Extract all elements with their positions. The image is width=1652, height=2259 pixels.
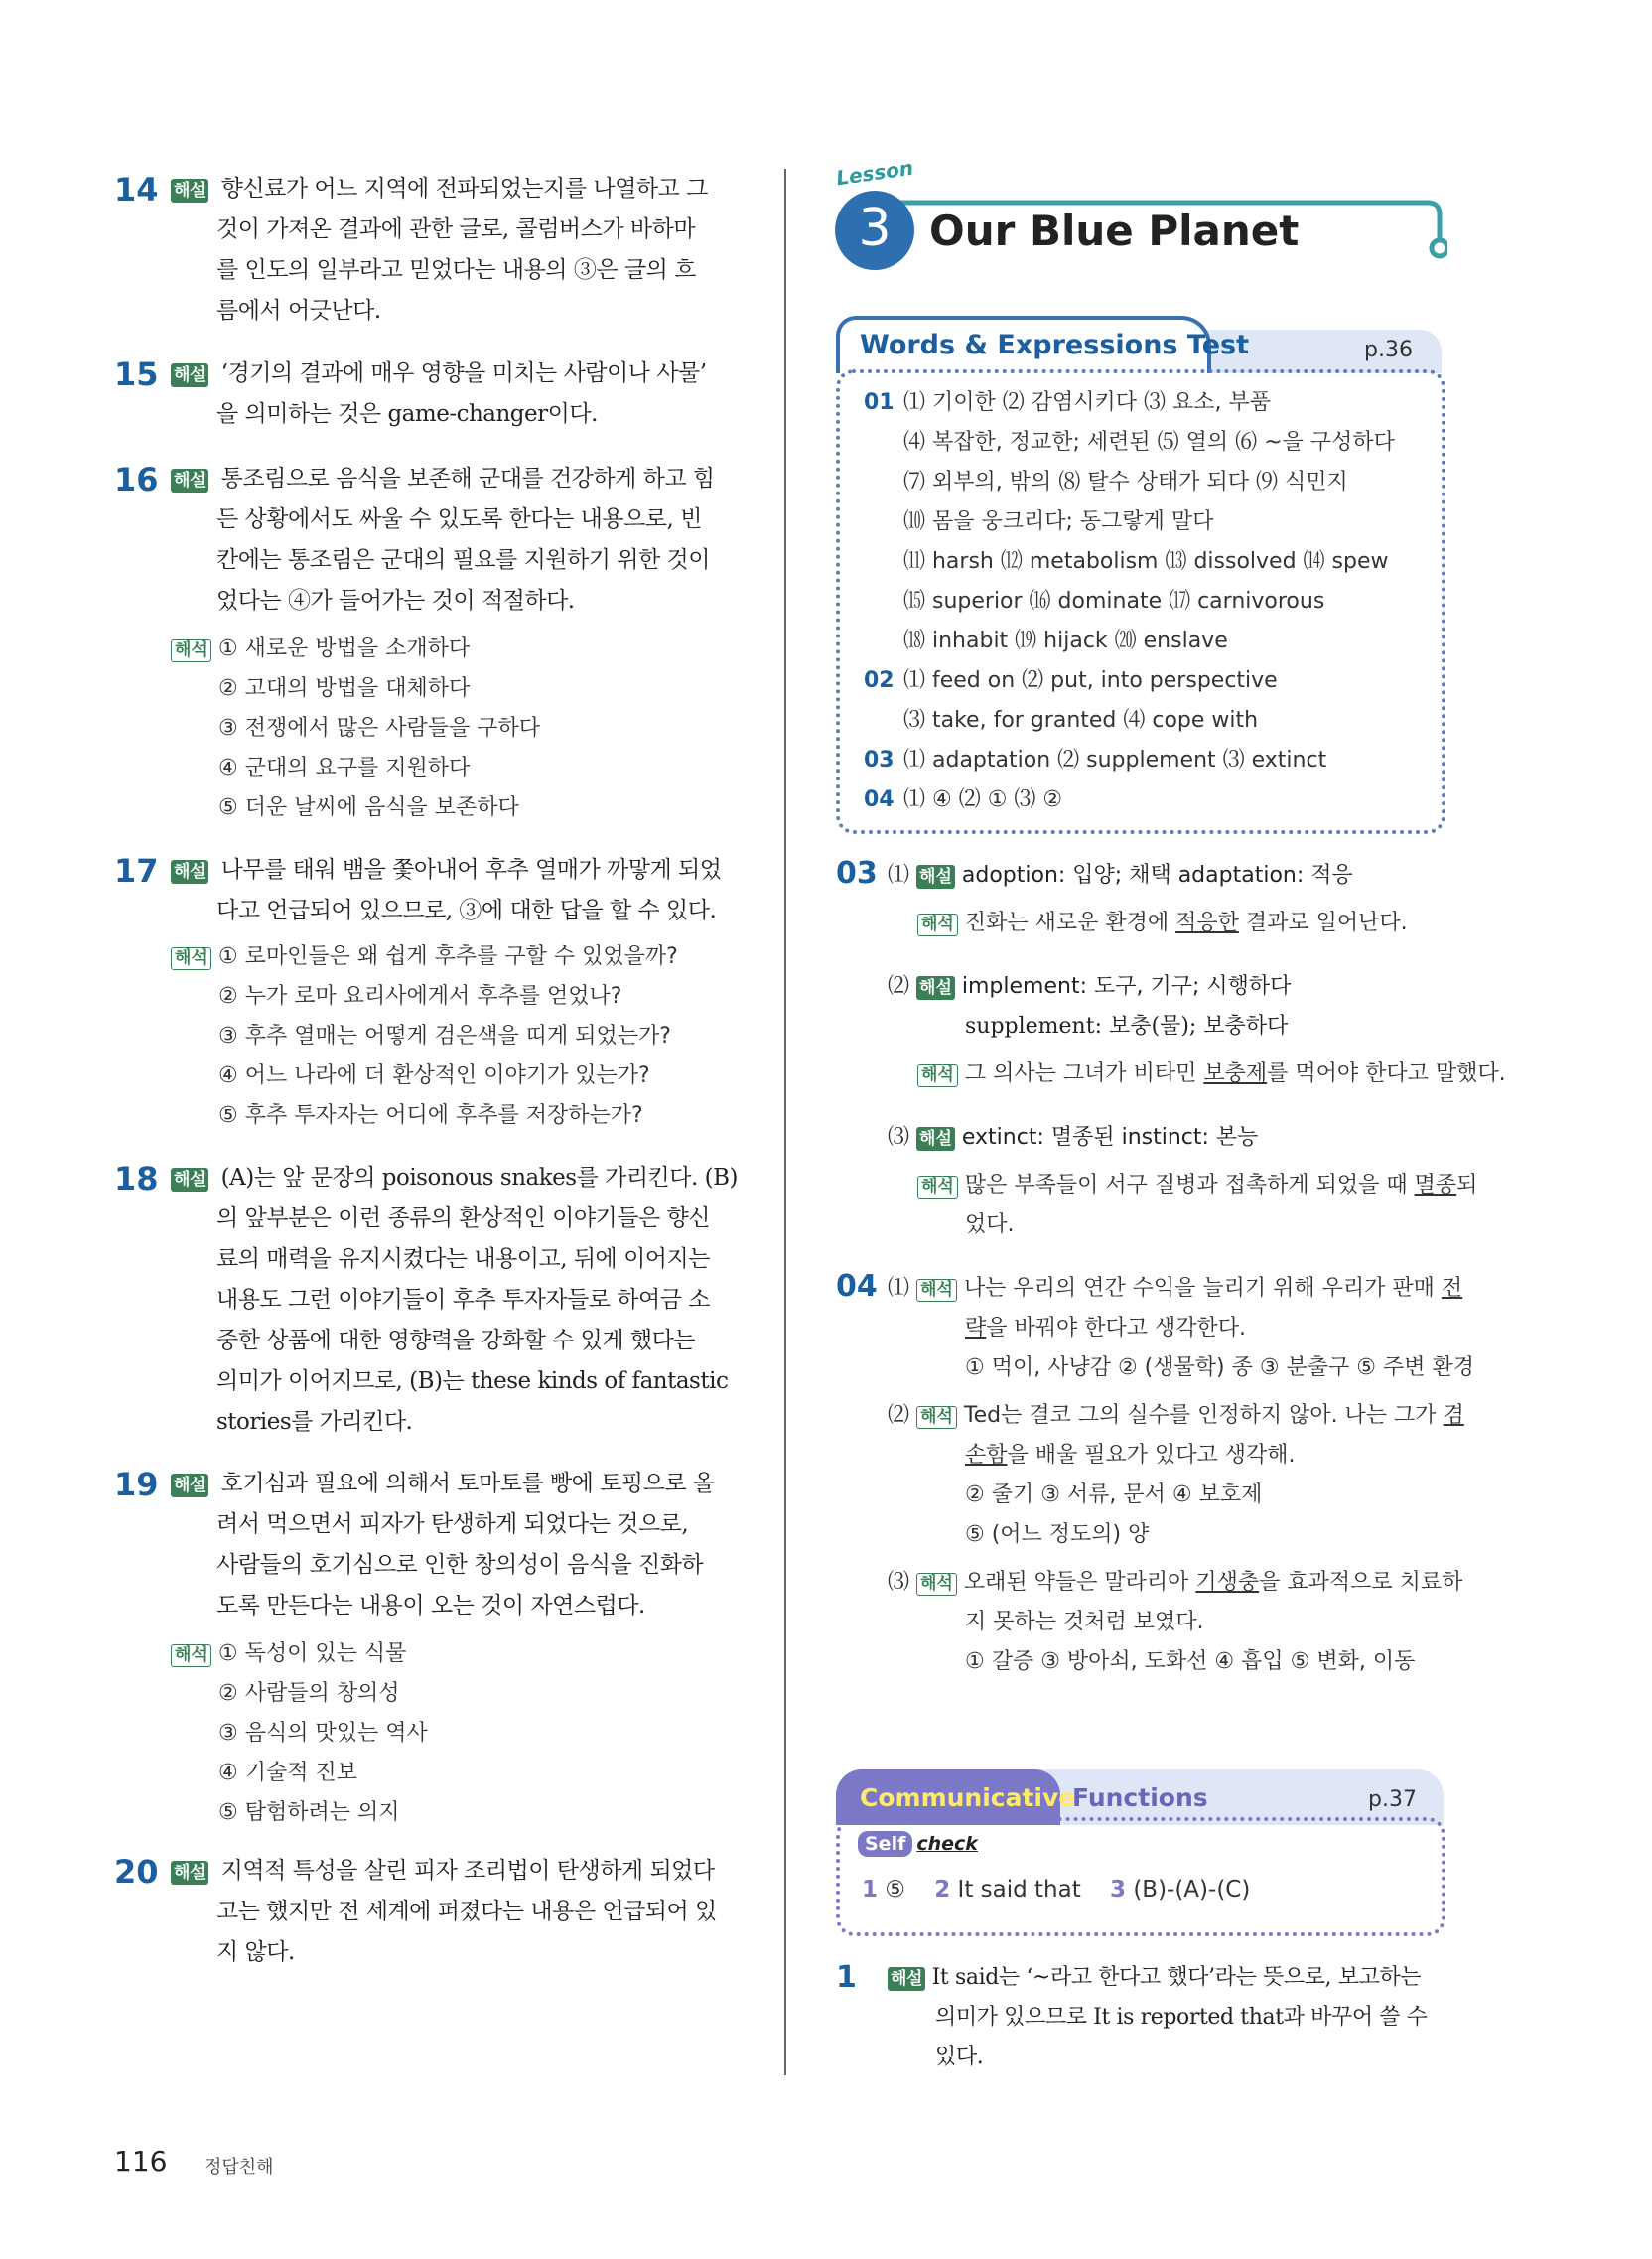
- answer-row: ⑺ 외부의, 밖의 ⑻ 탈수 상태가 되다 ⑼ 식민지: [903, 470, 1348, 494]
- option: ② 고대의 방법을 대체하다: [218, 676, 471, 701]
- translation-tag: 해석: [916, 1406, 957, 1429]
- translation-tag: 해석: [917, 1176, 958, 1199]
- question-number: 17: [114, 852, 159, 890]
- option: ④ 군대의 요구를 지원하다: [218, 756, 471, 780]
- option: ③ 전쟁에서 많은 사람들을 구하다: [218, 716, 540, 741]
- option: ② 누가 로마 요리사에게서 후추를 얻었나?: [218, 984, 622, 1009]
- question-number: 20: [114, 1853, 159, 1891]
- text-line: 향신료가 어느 지역에 전파되었는지를 나열하고 그: [220, 176, 708, 202]
- explanation: [171, 353, 780, 435]
- option: ⑤ 후추 투자자는 어디에 후추를 저장하는가?: [218, 1103, 643, 1128]
- page-ref: p.37: [1368, 1787, 1417, 1812]
- text-line: 의미가 이어지므로, (B)는 these kinds of fantastic: [216, 1368, 729, 1394]
- translation: 해석 그 의사는 그녀가 비타민 보충제를 먹어야 한다고 말했다.: [917, 1055, 1506, 1094]
- translation-tag: 해석: [171, 947, 211, 970]
- text-line: 도록 만든다는 내용이 오는 것이 자연스럽다.: [216, 1593, 645, 1619]
- explanation-tag: 해설: [171, 363, 208, 387]
- page-ref: p.36: [1364, 338, 1413, 362]
- text-line: 것이 가져온 결과에 관한 글로, 콜럼버스가 바하마: [216, 216, 696, 242]
- translation-line: 었다.: [965, 1212, 1015, 1237]
- text-line: (A)는 앞 문장의 poisonous snakes를 가리킨다. (B): [220, 1165, 738, 1191]
- check-label: check: [916, 1833, 978, 1855]
- explanation: [171, 850, 780, 931]
- options-line: ① 먹이, 사냥감 ② (생물학) 종 ③ 분출구 ⑤ 주변 환경: [965, 1355, 1475, 1380]
- explanation-tag: 해설: [171, 179, 208, 203]
- options-line: ① 갈증 ③ 방아쇠, 도화선 ④ 흡입 ⑤ 변화, 이동: [965, 1649, 1416, 1674]
- translation: 해석 많은 부족들이 서구 질병과 접촉하게 되었을 때 멸종되: [917, 1166, 1477, 1205]
- lesson-title: Our Blue Planet: [929, 207, 1300, 255]
- option: ③ 후추 열매는 어떻게 검은색을 띠게 되었는가?: [218, 1024, 671, 1049]
- text-line: 사람들의 호기심으로 인한 창의성이 음식을 진화하: [216, 1552, 704, 1578]
- text-line: 었다는 ④가 들어가는 것이 적절하다.: [216, 588, 575, 614]
- self-check-answers: 1 ⑤ 2 It said that 3 (B)-(A)-(C): [862, 1877, 1251, 1903]
- option: ① 로마인들은 왜 쉽게 후추를 구할 수 있었을까?: [217, 944, 678, 969]
- words-test-title: Words & Expressions Test: [860, 330, 1250, 360]
- explanation: [171, 459, 780, 622]
- comm-title-b: Functions: [1072, 1783, 1208, 1812]
- footer-label: 정답친해: [205, 2157, 274, 2178]
- text-line: 을 의미하는 것은 game-changer이다.: [216, 401, 598, 427]
- option: ④ 기술적 진보: [218, 1761, 357, 1785]
- translation-line: 략을 바꿔야 한다고 생각한다.: [965, 1316, 1247, 1341]
- question-number: 16: [114, 461, 159, 498]
- option: ④ 어느 나라에 더 환상적인 이야기가 있는가?: [218, 1063, 650, 1088]
- self-check-label: [858, 1833, 978, 1855]
- translation-tag: 해석: [916, 1573, 957, 1596]
- option: ① 독성이 있는 식물: [217, 1641, 407, 1666]
- translation: ⑴ 해석 나는 우리의 연간 수익을 늘리기 위해 우리가 판매 전: [888, 1276, 1463, 1301]
- option: ① 새로운 방법을 소개하다: [217, 636, 471, 661]
- question-number: 18: [114, 1160, 159, 1198]
- text-line: 다고 언급되어 있으므로, ③에 대한 답을 할 수 있다.: [216, 898, 717, 923]
- lesson-header: [832, 155, 1447, 272]
- words-test-header: [836, 316, 1446, 373]
- column-divider: [784, 169, 786, 2075]
- text-line: 나무를 태워 뱀을 쫓아내어 후추 열매가 까맣게 되었: [220, 857, 722, 883]
- translation-line: 손함을 배울 필요가 있다고 생각해.: [965, 1443, 1296, 1468]
- translation-options: [171, 937, 678, 1136]
- explanation: [171, 1158, 780, 1443]
- translation-line: 지 못하는 것처럼 보였다.: [965, 1610, 1204, 1634]
- translation-options: [171, 1634, 428, 1833]
- lesson-label: Lesson: [834, 155, 915, 191]
- text-line: 호기심과 필요에 의해서 토마토를 빵에 토핑으로 올: [220, 1471, 715, 1496]
- text-line: 중한 상품에 대한 영향력을 강화할 수 있게 했다는: [216, 1328, 696, 1353]
- translation-tag: 해석: [916, 1279, 957, 1302]
- explanation-tag: 해설: [171, 1861, 208, 1885]
- translation-tag: 해석: [917, 914, 958, 936]
- text-line: 려서 먹으면서 피자가 탄생하게 되었다는 것으로,: [216, 1511, 689, 1537]
- translation: ⑶ 해석 오래된 약들은 말라리아 기생충을 효과적으로 치료하: [888, 1570, 1463, 1595]
- explanation-tag: 해설: [916, 865, 955, 889]
- answer-row: ⒅ inhabit ⒆ hijack ⒇ enslave: [903, 629, 1228, 653]
- answer-row: 01 ⑴ 기이한 ⑵ 감염시키다 ⑶ 요소, 부품: [864, 390, 1271, 415]
- answer-part: ⑶ 해설 extinct: 멸종된 instinct: 본능: [888, 1125, 1259, 1150]
- explanation-tag: 해설: [171, 1474, 208, 1497]
- answer-row: ⑽ 몸을 웅크리다; 동그랗게 말다: [903, 509, 1214, 534]
- translation-tag: 해석: [171, 639, 211, 662]
- answer-part: ⑵ 해설 implement: 도구, 기구; 시행하다: [888, 974, 1292, 999]
- answer-row: ⒂ superior ⒃ dominate ⒄ carnivorous: [903, 589, 1325, 614]
- answer-number: 1: [836, 1960, 857, 1995]
- answer-row: ⑶ take, for granted ⑷ cope with: [903, 708, 1259, 733]
- self-label: Self: [858, 1831, 912, 1857]
- translation-tag: 해석: [917, 1064, 958, 1087]
- text-line: 든 상황에서도 싸울 수 있도록 한다는 내용으로, 빈: [216, 506, 702, 532]
- explanation-tag: 해설: [171, 1168, 208, 1192]
- options-line: ② 줄기 ③ 서류, 문서 ④ 보호제: [965, 1482, 1263, 1507]
- option: ③ 음식의 맛있는 역사: [218, 1721, 428, 1746]
- text-line: 고는 했지만 전 세계에 퍼졌다는 내용은 언급되어 있: [216, 1899, 717, 1924]
- text-line: 료의 매력을 유지시켰다는 내용이고, 뒤에 이어지는: [216, 1246, 710, 1272]
- text-line: 지 않다.: [216, 1939, 295, 1965]
- option: ⑤ 더운 날씨에 음식을 보존하다: [218, 795, 519, 820]
- options-line: ⑤ (어느 정도의) 양: [965, 1522, 1150, 1547]
- answer-part: ⑴ 해설 adoption: 입양; 채택 adaptation: 적응: [888, 863, 1353, 888]
- answer-row: ⑷ 복잡한, 정교한; 세련된 ⑸ 열의 ⑹ ~을 구성하다: [903, 430, 1395, 455]
- text-line: ‘경기의 결과에 매우 영향을 미치는 사람이나 사물’: [220, 360, 707, 386]
- answer-text: supplement: 보충(물); 보충하다: [965, 1014, 1289, 1039]
- comm-title-a: Communicative: [860, 1783, 1076, 1812]
- text-line: 를 인도의 일부라고 믿었다는 내용의 ③은 글의 흐: [216, 257, 696, 283]
- question-number: 19: [114, 1466, 159, 1503]
- explanation: [171, 1464, 780, 1626]
- answer-row: 02 ⑴ feed on ⑵ put, into perspective: [864, 668, 1278, 693]
- explanation: [171, 1851, 780, 1973]
- text-line: 칸에는 통조림은 군대의 필요를 지원하기 위한 것이: [216, 547, 710, 573]
- answer-number: 04: [836, 1269, 878, 1304]
- explanation-tag: 해설: [916, 1127, 955, 1151]
- option: ⑤ 탐험하려는 의지: [218, 1800, 400, 1825]
- text-line: 의 앞부분은 이런 종류의 환상적인 이야기들은 향신: [216, 1205, 710, 1231]
- page-number: 116: [114, 2145, 168, 2178]
- translation-options: [171, 630, 540, 828]
- explanation: [171, 169, 780, 332]
- option: ② 사람들의 창의성: [218, 1681, 400, 1706]
- answer-row: 04 ⑴ ④ ⑵ ① ⑶ ②: [864, 787, 1063, 812]
- translation: ⑵ 해석 Ted는 결코 그의 실수를 인정하지 않아. 나는 그가 겸: [888, 1403, 1464, 1428]
- text-line: stories를 가리킨다.: [216, 1409, 413, 1435]
- text-line: 통조림으로 음식을 보존해 군대를 건강하게 하고 힘: [220, 466, 715, 492]
- explanation-tag: 해설: [916, 976, 955, 1000]
- answer-row: 03 ⑴ adaptation ⑵ supplement ⑶ extinct: [864, 748, 1327, 773]
- translation-tag: 해석: [171, 1644, 211, 1667]
- explanation-tag: 해설: [171, 860, 208, 884]
- translation: 해석 진화는 새로운 환경에 적응한 결과로 일어난다.: [917, 904, 1408, 943]
- question-number: 15: [114, 355, 159, 393]
- answer-number: 03: [836, 856, 878, 891]
- explanation-tag: 해설: [171, 469, 208, 493]
- text-line: 름에서 어긋난다.: [216, 298, 381, 324]
- question-number: 14: [114, 171, 159, 209]
- explanation-tag: 해설: [888, 1967, 925, 1991]
- answer-row: ⑾ harsh ⑿ metabolism ⒀ dissolved ⒁ spew: [903, 549, 1389, 574]
- lesson-number: 3: [858, 199, 892, 258]
- text-line: 지역적 특성을 살린 피자 조리법이 탄생하게 되었다: [220, 1858, 715, 1884]
- explanation: 해설 It said는 ‘~라고 한다고 했다’라는 뜻으로, 보고하는 의미가 있으므로 It is reported that과 바꾸어 쓸 수 있다.: [888, 1958, 1493, 2077]
- text-line: 내용도 그런 이야기들이 후추 투자자들로 하여금 소: [216, 1287, 710, 1313]
